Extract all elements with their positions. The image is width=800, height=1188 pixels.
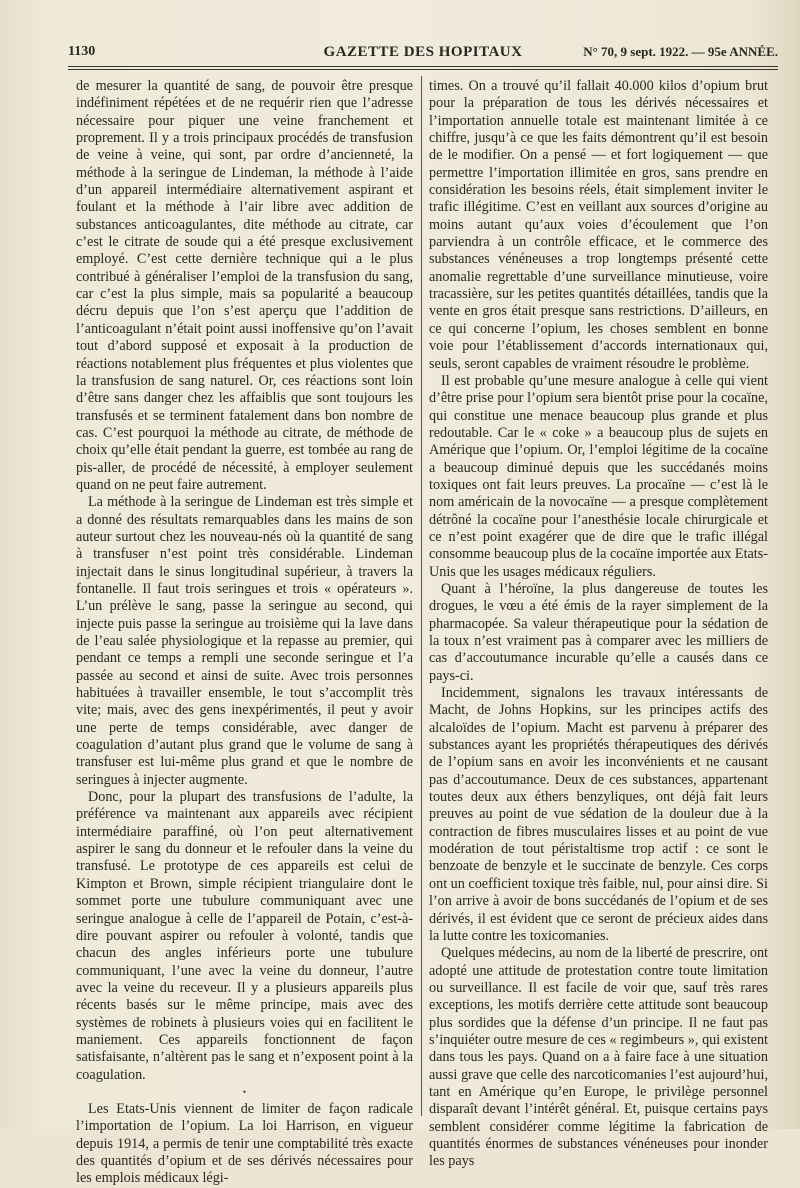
paragraph: times. On a trouvé qu’il fallait 40.000 kilos d’opium brut pour la préparation de tous les dérivés nécessaires et l’importation annuelle totale est maintenant limitée à ce chiffre, jusqu’à ce que les faits démontrent qu’il est besoin de le modifier. On a pensé — et fort logiquement — que permettre l’importation illimitée en gros, sans prendre en considération les besoins réels, était simplement inviter le trafic illégitime. C’est en veillant aux sources d’origine au moins autant qu’aux voies d’écoulement que l’on parviendra à un contrôle efficace, et le commerce des substances vénéneuses a trop longtemps présenté cette anomalie regrettable d’une surveillance minutieuse, voire tracassière, sur les petites quantités détaillées, tandis que la vente en gros était presque sans restrictions. D’ailleurs, en ce qui concerne l’opium, les choses semblent en bonne voie pour l’établissement d’accords internationaux qui, seuls, seront capables de vraiment résoudre le problème. [429, 78, 768, 372]
paragraph: Quant à l’héroïne, la plus dangereuse de toutes les drogues, le vœu a été émis de la rayer simplement de la pharmacopée. Sa valeur thérapeutique pour la sédation de la toux n’est vraiment pas à comparer avec les milliers de cas d’accoutumance incurable qu’elle a causés dans ce pays-ci. [429, 580, 768, 684]
left-column [76, 78, 413, 1187]
section-separator: • [242, 1086, 247, 1097]
page-number: 1130 [68, 44, 96, 59]
journal-title: GAZETTE DES HOPITAUX [323, 44, 523, 60]
paragraph: Incidemment, signalons les travaux intéressants de Macht, de Johns Hopkins, sur les principes actifs des alcaloïdes de l’opium. Macht est parvenu à préparer des substances ayant les propriétés thérapeutiques des dérivés de l’opium sans en avoir les inconvénients et ne causant pas d’accoutumance. Deux de ces substances, appartenant toutes deux aux éthers benzyliques, ont déjà fait leurs preuves au point de vue sédation de la douleur due à la contraction de fibres musculaires lisses et au point de vue modération de tout péristaltisme trop actif : ce sont le benzoate de benzyle et le succinate de benzyle. Ces corps ont un coefficient toxique très faible, nul, pour ainsi dire. Si l’on arrive à avoir de bons succédanés de l’opium et de ses dérivés, il est évident que ce seront de précieux aides dans la lutte contre les toxicomanies. [429, 685, 768, 944]
paragraph: Les Etats-Unis viennent de limiter de façon radicale l’importation de l’opium. La loi Harrison, en vigueur depuis 1914, a permis de tenir une comptabilité très exacte des quantités d’opium et de ses dérivés nécessaires pour les emplois médicaux légi- [76, 1100, 413, 1187]
header-rule [68, 66, 778, 67]
issue-info: N° 70, 9 sept. 1922. — 95e ANNÉE. [583, 44, 778, 59]
column-divider [421, 76, 422, 1116]
right-column [429, 78, 768, 1170]
paragraph: Quelques médecins, au nom de la liberté de prescrire, ont adopté une attitude de protestation contre toute limitation ou surveillance. Il est facile de voir que, sauf très rares exceptions, les motifs derrière cette attitude sont beaucoup plus sordides que la défense d’un principe. Il ne faut pas s’inquiéter outre mesure de ces « regimbeurs », qui existent dans tous les pays. Quand on a à faire face à une situation aussi grave que celle des narcoticomanies l’est aujourd’hui, tant en Amérique qu’en Europe, le privilège personnel disparaît devant l’intérêt général. Et, puisque certains pays semblent considérer comme légitime la fabrication de quantités énormes de substances vénéneuses pour inonder les pays [429, 945, 768, 1170]
paragraph: de mesurer la quantité de sang, de pouvoir être presque indéfiniment répétées et de ne requérir rien que l’adresse nécessaire pour piquer une veine franchement et proprement. Il y a trois principaux procédés de transfusion de veine à veine, qui sont, par ordre d’ancienneté, la méthode à la seringue de Lindeman, la méthode à l’aide d’un appareil intermédiaire alternativement aspirant et foulant et la méthode à l’air libre avec addition de substances anticoagulantes, dite méthode au citrate, car c’est le citrate de soude qui a été presque exclusivement employé. C’est cette dernière technique qui a le plus contribué à généraliser l’emploi de la transfusion du sang, car c’est la plus simple, mais sa popularité a beaucoup décru depuis que l’on s’est aperçu que l’addition de l’anticoagulant n’était point aussi inoffensive qu’on l’avait tout d’abord supposé et exposait à la production de réactions notablement plus fréquentes et plus violentes que la transfusion de sang naturel. Or, ces réactions sont loin d’être sans danger chez les affaiblis que sont toujours les transfusés et se terminent fatalement dans bon nombre de cas. C’est pourquoi la méthode au citrate, de méthode de choix qu’elle était pendant la guerre, est tombée au rang de pis-aller, de procédé de nécessité, à employer seulement quand on ne peut faire autrement. [76, 78, 413, 493]
paragraph: Donc, pour la plupart des transfusions de l’adulte, la préférence va maintenant aux appareils avec récipient intermédiaire paraffiné, où l’on peut alternativement aspirer le sang du donneur et le refouler dans la veine du transfusé. Le prototype de ces appareils est celui de Kimpton et Brown, simple récipient triangulaire dont le sommet porte une tubulure communiquant avec une seringue analogue à celle de l’appareil de Potain, c’est-à-dire pouvant aspirer ou refouler à volonté, tandis que chacun des angles inférieurs porte une tubulure communiquant, l’une avec la veine du donneur, l’autre avec la veine du receveur. Il y a plusieurs appareils plus récents basés sur le même principe, mais avec des systèmes de robinets à plusieurs voies qui en facilitent le maniement. Ces appareils fonctionnent de façon satisfaisante, n’altèrent pas le sang et n’exposent point à la coagulation. [76, 789, 413, 1083]
paragraph: La méthode à la seringue de Lindeman est très simple et a donné des résultats remarquables dans les mains de son auteur surtout chez les nouveau-nés où la quantité de sang à transfuser n’est point très considérable. Lindeman injectait dans le sinus longitudinal supérieur, à travers la fontanelle. Il faut trois seringues et trois « opérateurs ». L’un prélève le sang, passe la seringue au second, qui injecte puis passe la seringue au troisième qui la lave dans de l’eau salée physiologique et la repasse au premier, qui pendant ce temps a rempli une seconde seringue et l’a passée au second et ainsi de suite. Avec trois personnes habituées à travailler ensemble, le tout s’accomplit très vite; mais, avec des gens inexpérimentés, il peut y avoir une perte de temps considérable, avec danger de coagulation d’autant plus grand que le volume de sang à transfuser est lui-même plus grand et que le nombre de seringues à injecter augmente. [76, 494, 413, 788]
page-header [68, 42, 778, 68]
paragraph: Il est probable qu’une mesure analogue à celle qui vient d’être prise pour l’opium sera bientôt prise pour la cocaïne, qui constitue une menace beaucoup plus grande et plus redoutable. Car le « coke » a beaucoup plus de sujets en Amérique que l’opium. Or, l’emploi légitime de la cocaïne a beaucoup diminué depuis que les succédanés moins toxiques ont fait leurs preuves. La procaïne — c’est là le nom américain de la novocaïne — a presque complètement détrôné la cocaïne pour l’anesthésie locale chirurgicale et ce n’est point exagérer que de dire que le trafic illégal consomme beaucoup plus de la cocaïne importée aux Etats-Unis que les usages médicaux réguliers. [429, 372, 768, 580]
header-rule-double [68, 69, 778, 70]
